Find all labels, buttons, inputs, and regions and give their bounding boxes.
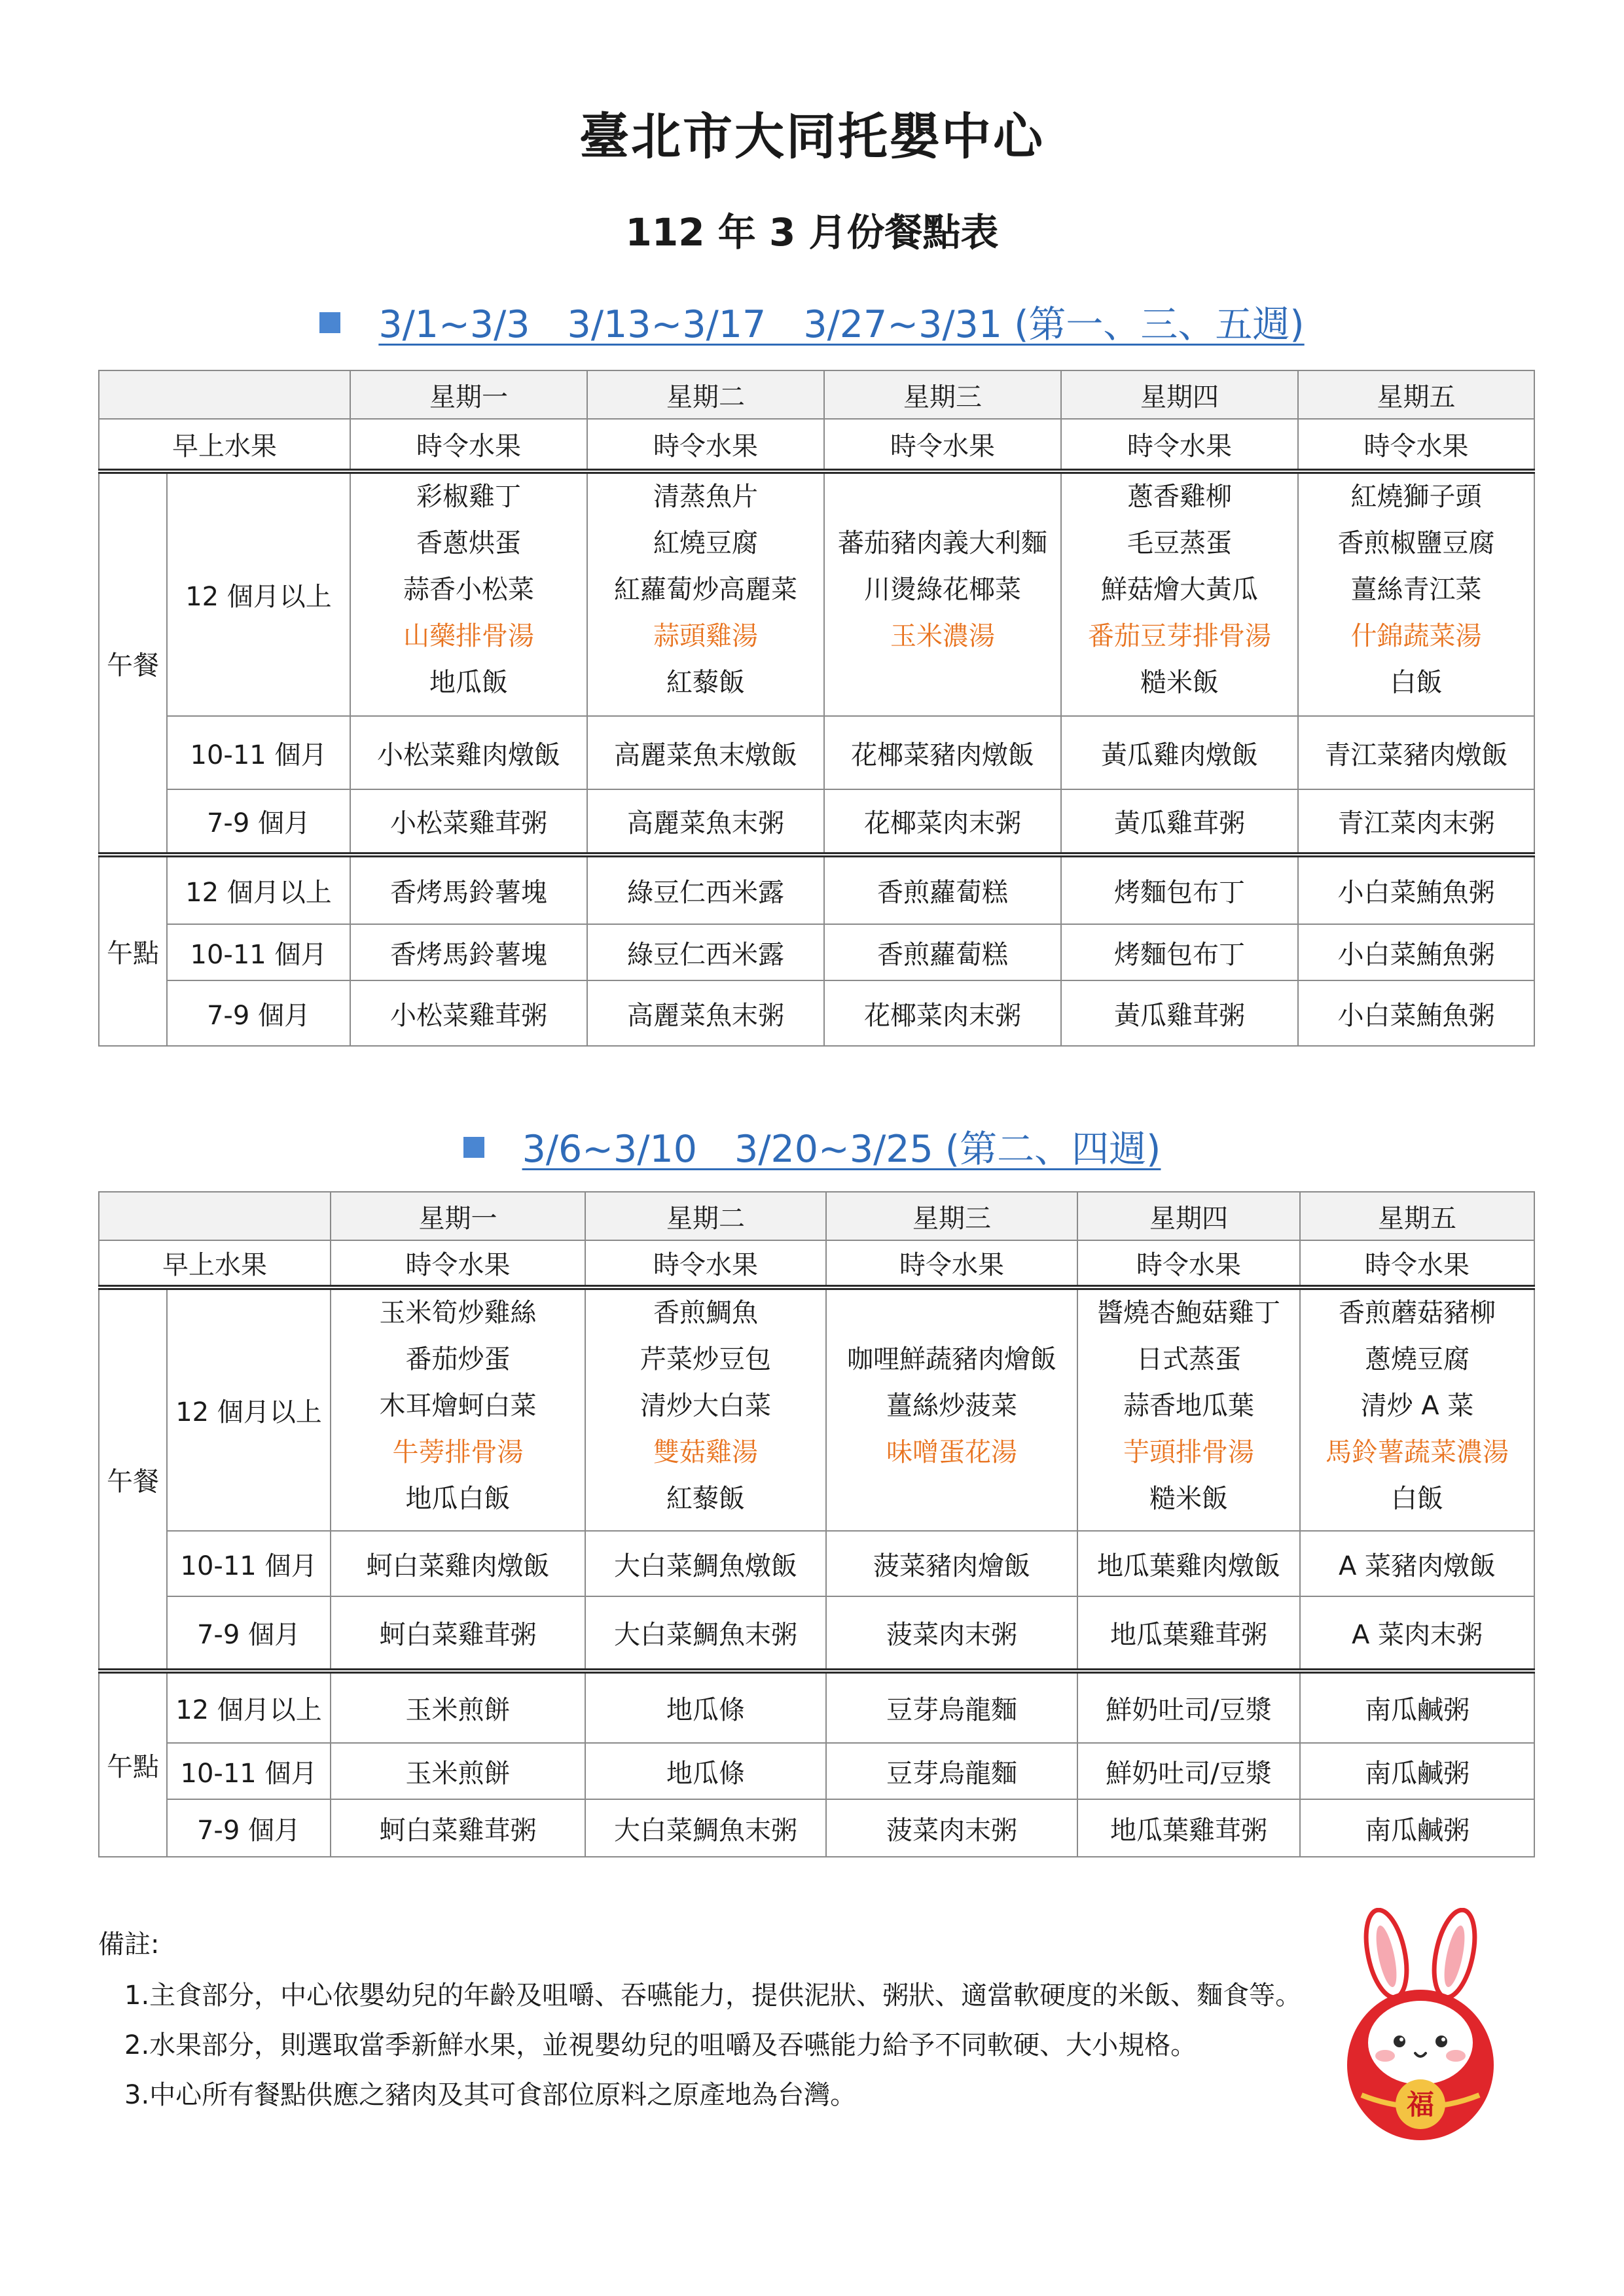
menu-cell: 青江菜肉末粥	[1298, 789, 1534, 855]
dish-item	[827, 1290, 1077, 1336]
snack-cell: 小白菜鮪魚粥	[1298, 980, 1534, 1046]
dish-item: 香煎蘑菇豬柳	[1339, 1298, 1496, 1328]
menu-cell: 大白菜鯛魚末粥	[585, 1596, 826, 1671]
section-label-lunch: 午餐	[99, 1287, 167, 1671]
weekday-header: 星期三	[826, 1192, 1077, 1240]
week-heading-2	[0, 1119, 1624, 1173]
snack-cell: 綠豆仁西米露	[587, 855, 824, 924]
lunch-menu-cell	[1298, 471, 1534, 716]
dish-item: 白飯	[1391, 1484, 1443, 1514]
dish-item: 地瓜飯	[429, 668, 508, 698]
snack-cell: 地瓜條	[585, 1743, 826, 1799]
dish-item: 蒜香小松菜	[403, 575, 534, 605]
menu-cell: 花椰菜豬肉燉飯	[824, 716, 1061, 789]
dish-item: 木耳燴蚵白菜	[379, 1391, 537, 1421]
age-label: 10-11 個月	[167, 1743, 331, 1799]
snack-cell: 香煎蘿蔔糕	[824, 855, 1061, 924]
age-label: 7-9 個月	[167, 1799, 331, 1857]
dish-item: 醬燒杏鮑菇雞丁	[1097, 1298, 1280, 1328]
menu-cell: 黃瓜雞肉燉飯	[1061, 716, 1298, 789]
dish-item: 香煎鯛魚	[653, 1298, 758, 1328]
week-heading-label: 3/1~3/3 3/13~3/17 3/27~3/31 (第一、三、五週)	[378, 303, 1305, 346]
soup-item: 山藥排骨湯	[403, 621, 534, 651]
dish-item: 紅燒豆腐	[653, 528, 758, 558]
soup-item: 味噌蛋花湯	[886, 1437, 1017, 1467]
dish-item	[827, 1476, 1077, 1522]
lunch-menu-cell	[826, 1287, 1077, 1531]
snack-cell: 豆芽烏龍麵	[826, 1743, 1077, 1799]
snack-cell: 香煎蘿蔔糕	[824, 924, 1061, 980]
section-label-lunch: 午餐	[99, 471, 167, 855]
page-subtitle: 112 年 3 月份餐點表	[625, 210, 999, 255]
age-label: 7-9 個月	[167, 1596, 331, 1671]
fruit-cell: 時令水果	[350, 419, 587, 471]
dish-item: 紅蘿蔔炒高麗菜	[614, 575, 797, 605]
snack-cell: 鮮奶吐司/豆漿	[1077, 1671, 1300, 1743]
dish-item: 紅藜飯	[666, 668, 745, 698]
dish-item: 薑絲青江菜	[1350, 575, 1482, 605]
note-item: 3.中心所有餐點供應之豬肉及其可食部位原料之原產地為台灣。	[124, 2080, 857, 2110]
snack-cell: 烤麵包布丁	[1061, 855, 1298, 924]
menu-cell: 菠菜肉末粥	[826, 1596, 1077, 1671]
weekday-header: 星期二	[587, 370, 824, 419]
square-bullet-icon	[319, 312, 340, 333]
dish-item: 蕃茄豬肉義大利麵	[838, 528, 1047, 558]
dish-item: 糙米飯	[1140, 668, 1219, 698]
menu-cell: 高麗菜魚末燉飯	[587, 716, 824, 789]
snack-cell: 地瓜葉雞茸粥	[1077, 1799, 1300, 1857]
menu-cell: 青江菜豬肉燉飯	[1298, 716, 1534, 789]
menu-cell: 地瓜葉雞肉燉飯	[1077, 1531, 1300, 1596]
fruit-cell: 時令水果	[1298, 419, 1534, 471]
fruit-cell: 時令水果	[824, 419, 1061, 471]
fruit-cell: 時令水果	[331, 1240, 585, 1287]
fortune-char: 福	[1406, 2089, 1435, 2121]
snack-cell: 黃瓜雞茸粥	[1061, 980, 1298, 1046]
snack-cell: 南瓜鹹粥	[1300, 1671, 1534, 1743]
dish-item: 糙米飯	[1149, 1484, 1228, 1514]
age-label: 7-9 個月	[167, 789, 350, 855]
menu-cell: 小松菜雞肉燉飯	[350, 716, 587, 789]
notes-section	[98, 1928, 1301, 2128]
week-heading-1	[0, 295, 1624, 348]
dish-item: 蔥燒豆腐	[1365, 1344, 1470, 1374]
dish-item: 咖哩鮮蔬豬肉燴飯	[847, 1344, 1056, 1374]
fruit-cell: 時令水果	[1300, 1240, 1534, 1287]
section-label-snack: 午點	[99, 1671, 167, 1857]
weekday-header: 星期五	[1300, 1192, 1534, 1240]
soup-item: 什錦蔬菜湯	[1350, 621, 1482, 651]
soup-item: 牛蒡排骨湯	[392, 1437, 524, 1467]
snack-cell: 地瓜條	[585, 1671, 826, 1743]
dish-item: 日式蒸蛋	[1136, 1344, 1241, 1374]
dish-item: 蒜香地瓜葉	[1123, 1391, 1254, 1421]
row-label-fruit: 早上水果	[99, 419, 350, 471]
menu-cell: A 菜肉末粥	[1300, 1596, 1534, 1671]
snack-cell: 豆芽烏龍麵	[826, 1671, 1077, 1743]
dish-item: 芹菜炒豆包	[640, 1344, 771, 1374]
lunch-menu-cell	[1061, 471, 1298, 716]
snack-cell: 南瓜鹹粥	[1300, 1743, 1534, 1799]
fruit-cell: 時令水果	[585, 1240, 826, 1287]
dish-item: 清炒 A 菜	[1360, 1391, 1474, 1421]
age-label: 7-9 個月	[167, 980, 350, 1046]
dish-item: 清蒸魚片	[653, 482, 758, 512]
fruit-cell: 時令水果	[1077, 1240, 1300, 1287]
snack-cell: 小白菜鮪魚粥	[1298, 924, 1534, 980]
menu-cell: 蚵白菜雞茸粥	[331, 1596, 585, 1671]
weekday-header: 星期四	[1061, 370, 1298, 419]
weekday-header: 星期二	[585, 1192, 826, 1240]
fruit-cell: 時令水果	[1061, 419, 1298, 471]
fruit-cell: 時令水果	[826, 1240, 1077, 1287]
snack-cell: 南瓜鹹粥	[1300, 1799, 1534, 1857]
dish-item	[825, 660, 1060, 706]
dish-item: 薑絲炒菠菜	[886, 1391, 1017, 1421]
snack-cell: 菠菜肉末粥	[826, 1799, 1077, 1857]
notes-title: 備註:	[98, 1929, 160, 1960]
weekday-header: 星期五	[1298, 370, 1534, 419]
lunch-menu-cell	[1300, 1287, 1534, 1531]
dish-item: 蔥香雞柳	[1127, 482, 1232, 512]
menu-cell: 大白菜鯛魚燉飯	[585, 1531, 826, 1596]
age-label: 10-11 個月	[167, 924, 350, 980]
age-label: 12 個月以上	[167, 855, 350, 924]
soup-item: 番茄豆芽排骨湯	[1088, 621, 1271, 651]
weekday-header: 星期一	[350, 370, 587, 419]
age-label: 10-11 個月	[167, 1531, 331, 1596]
snack-cell: 香烤馬鈴薯塊	[350, 924, 587, 980]
snack-cell: 玉米煎餅	[331, 1743, 585, 1799]
soup-item: 雙菇雞湯	[653, 1437, 758, 1467]
snack-cell: 花椰菜肉末粥	[824, 980, 1061, 1046]
dish-item: 清炒大白菜	[640, 1391, 771, 1421]
menu-cell: 高麗菜魚末粥	[587, 789, 824, 855]
snack-cell: 香烤馬鈴薯塊	[350, 855, 587, 924]
snack-cell: 小松菜雞茸粥	[350, 980, 587, 1046]
dish-item: 白飯	[1390, 668, 1443, 698]
lunch-menu-cell	[350, 471, 587, 716]
dish-item: 彩椒雞丁	[416, 482, 521, 512]
dish-item: 地瓜白飯	[405, 1484, 511, 1514]
dish-item: 玉米筍炒雞絲	[379, 1298, 537, 1328]
weekday-header: 星期四	[1077, 1192, 1300, 1240]
dish-item: 毛豆蒸蛋	[1127, 528, 1232, 558]
section-label-snack: 午點	[99, 855, 167, 1046]
week-heading-label: 3/6~3/10 3/20~3/25 (第二、四週)	[522, 1128, 1161, 1171]
dish-item: 香蔥烘蛋	[416, 528, 521, 558]
lunch-menu-cell	[331, 1287, 585, 1531]
dish-item: 香煎椒鹽豆腐	[1337, 528, 1495, 558]
snack-cell: 蚵白菜雞茸粥	[331, 1799, 585, 1857]
lunch-menu-cell	[585, 1287, 826, 1531]
menu-cell: 地瓜葉雞茸粥	[1077, 1596, 1300, 1671]
snack-cell: 小白菜鮪魚粥	[1298, 855, 1534, 924]
age-label: 12 個月以上	[167, 471, 350, 716]
age-label: 12 個月以上	[167, 1287, 331, 1531]
row-label-fruit: 早上水果	[99, 1240, 331, 1287]
soup-item: 玉米濃湯	[890, 621, 995, 651]
dish-item	[825, 474, 1060, 520]
note-item: 2.水果部分，則選取當季新鮮水果，並視嬰幼兒的咀嚼及吞嚥能力給予不同軟硬、大小規格。	[124, 2030, 1197, 2060]
menu-cell: 菠菜豬肉燴飯	[826, 1531, 1077, 1596]
soup-item: 蒜頭雞湯	[653, 621, 758, 651]
age-label: 12 個月以上	[167, 1671, 331, 1743]
soup-item: 芋頭排骨湯	[1123, 1437, 1254, 1467]
dish-item: 紅燒獅子頭	[1350, 482, 1482, 512]
corner-cell	[99, 1192, 331, 1240]
weekday-header: 星期三	[824, 370, 1061, 419]
snack-cell: 綠豆仁西米露	[587, 924, 824, 980]
menu-cell: 花椰菜肉末粥	[824, 789, 1061, 855]
lunch-menu-cell	[824, 471, 1061, 716]
snack-cell: 大白菜鯛魚末粥	[585, 1799, 826, 1857]
menu-cell: 蚵白菜雞肉燉飯	[331, 1531, 585, 1596]
snack-cell: 高麗菜魚末粥	[587, 980, 824, 1046]
lunch-menu-cell	[587, 471, 824, 716]
age-label: 10-11 個月	[167, 716, 350, 789]
dish-item: 番茄炒蛋	[405, 1344, 511, 1374]
dish-item: 鮮菇燴大黃瓜	[1101, 575, 1258, 605]
page-title: 臺北市大同托嬰中心	[579, 107, 1045, 166]
menu-table-2	[98, 1191, 1535, 1857]
menu-cell: 黃瓜雞茸粥	[1061, 789, 1298, 855]
snack-cell: 玉米煎餅	[331, 1671, 585, 1743]
dish-item: 紅藜飯	[666, 1484, 745, 1514]
menu-cell: A 菜豬肉燉飯	[1300, 1531, 1534, 1596]
soup-item: 馬鈴薯蔬菜濃湯	[1326, 1437, 1509, 1467]
weekday-header: 星期一	[331, 1192, 585, 1240]
square-bullet-icon	[463, 1137, 484, 1158]
note-item: 1.主食部分，中心依嬰幼兒的年齡及咀嚼、吞嚥能力，提供泥狀、粥狀、適當軟硬度的米飯、麵食等。	[124, 1981, 1302, 2011]
snack-cell: 烤麵包布丁	[1061, 924, 1298, 980]
dish-item: 川燙綠花椰菜	[864, 575, 1021, 605]
menu-cell: 小松菜雞茸粥	[350, 789, 587, 855]
rabbit-daruma-icon	[1335, 1908, 1506, 2144]
corner-cell	[99, 370, 350, 419]
fruit-cell: 時令水果	[587, 419, 824, 471]
lunch-menu-cell	[1077, 1287, 1300, 1531]
menu-table-1	[98, 370, 1535, 1047]
snack-cell: 鮮奶吐司/豆漿	[1077, 1743, 1300, 1799]
